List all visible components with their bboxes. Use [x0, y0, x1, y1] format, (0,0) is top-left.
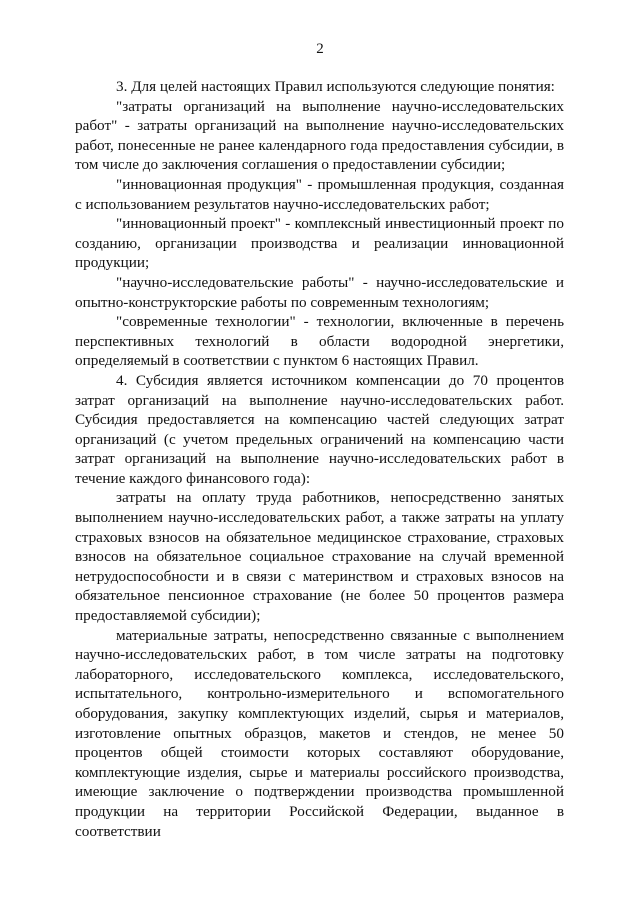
paragraph-labor-costs: затраты на оплату труда работников, непосредственно занятых выполнением научно-исследовательских работ, а также затраты на уплату страховых взносов на обязательное медицинское страхование, страховых взносов на обязательное социальное страхование на случай временной нетрудоспособности и в связи с материнством и страховых взносов на обязательное пенсионное страхование (не более 50 процентов размера предоставляемой субсидии);	[75, 489, 564, 625]
paragraph-definition-innovative-products: "инновационная продукция" - промышленная продукция, созданная с использованием результатов научно-исследовательских работ;	[75, 175, 564, 213]
document-body	[75, 77, 564, 841]
paragraph-4-subsidy: 4. Субсидия является источником компенсации до 70 процентов затрат организаций на выполнение научно-исследовательских работ. Субсидия предоставляется на компенсацию частей следующих затрат организаций (с учетом предельных ограничений на компенсацию части затрат организаций на выполнение научно-исследовательских работ в течение каждого финансового года):	[75, 371, 564, 487]
paragraph-definition-research-costs: "затраты организаций на выполнение научно-исследовательских работ" - затраты организаций на выполнение научно-исследовательских работ, понесенные не ранее календарного года предоставления субсидии, в том числе до заключения соглашения о предоставлении субсидии;	[75, 97, 564, 174]
paragraph-material-costs: материальные затраты, непосредственно связанные с выполнением научно-исследовательских работ, в том числе затраты на подготовку лабораторного, исследовательского комплекса, исследовательского, испытательного, контрольно-измерительного и вспомогательного оборудования, закупку комплектующих изделий, сырья и материалов, изготовление опытных образцов, макетов и стендов, не менее 50 процентов общей стоимости которых составляют оборудование, комплектующие изделия, сырье и материалы российского производства, имеющие заключение о подтверждении производства промышленной продукции на территории Российской Федерации, выданное в соответствии	[75, 626, 564, 840]
paragraph-definition-innovation-project: "инновационный проект" - комплексный инвестиционный проект по созданию, организации производства и реализации инновационной продукции;	[75, 215, 564, 272]
paragraph-3-definitions-intro: 3. Для целей настоящих Правил используются следующие понятия:	[116, 78, 555, 95]
paragraph-definition-research-works: "научно-исследовательские работы" - научно-исследовательские и опытно-конструкторские работы по современным технологиям;	[75, 273, 564, 311]
paragraph-definition-modern-technologies: "современные технологии" - технологии, включенные в перечень перспективных технологий в области водородной энергетики, определяемый в соответствии с пунктом 6 настоящих Правил.	[75, 313, 564, 370]
page-number: 2	[316, 41, 324, 57]
